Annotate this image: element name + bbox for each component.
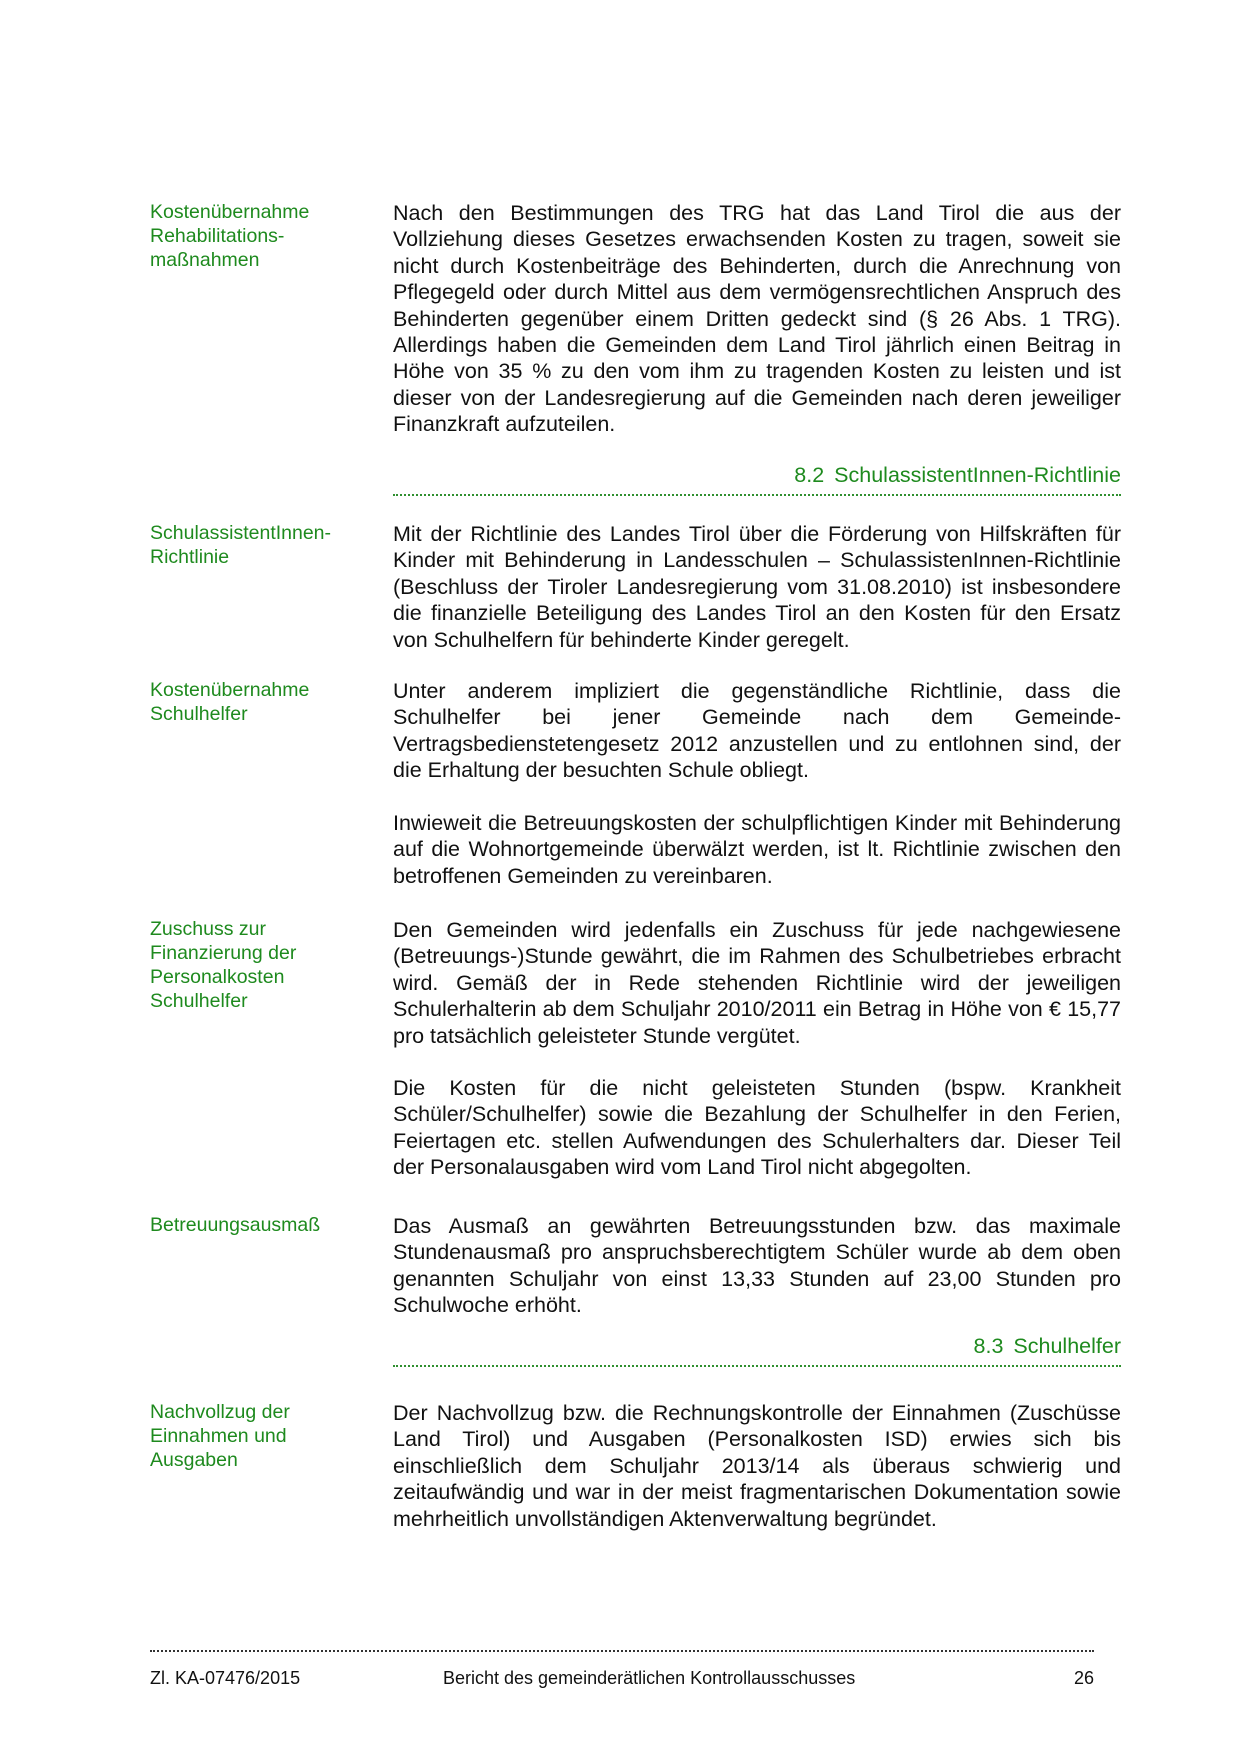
margin-note-betreuungsausmass: Betreuungsausmaß bbox=[150, 1214, 321, 1236]
margin-note-nachvollzug: Nachvollzug der Einnahmen und Ausgaben bbox=[150, 1401, 290, 1471]
paragraph-anstellung-schulhelfer: Unter anderem impliziert die gegenständliche Richtlinie, dass die Schulhelfer bei jener Gemeinde nach dem Gemeinde-Vertragsbedienstetengesetz 2012 anzustellen und zu entlohnen sind, der die Erhaltung der besuchten Schule obliegt. bbox=[393, 679, 1121, 783]
section-heading-8-2 bbox=[393, 462, 1121, 488]
section-number: 8.3 bbox=[973, 1334, 1004, 1358]
section-heading-8-3 bbox=[393, 1333, 1121, 1359]
paragraph-richtlinie: Mit der Richtlinie des Landes Tirol über die Förderung von Hilfskräften für Kinder mit Behinderung in Landesschulen – SchulassistenInnen-Richtlinie (Beschluss der Tiroler Landesregierung vom 31.08.2010) ist insbesondere die finanzielle Beteiligung des Landes Tirol an den Kosten für den Ersatz von Schulhelfern für behinderte Kinder geregelt. bbox=[393, 522, 1121, 652]
footer-page-number: 26 bbox=[1073, 1668, 1094, 1688]
paragraph-zuschuss: Den Gemeinden wird jedenfalls ein Zuschuss für jede nachgewiesene (Betreuungs-)Stunde gewährt, die im Rahmen des Schulbetriebes erbracht wird. Gemäß der in Rede stehenden Richtlinie wird der jeweiligen Schulerhalterin ab dem Schuljahr 2010/2011 ein Betrag in Höhe von € 15,77 pro tatsächlich geleisteter Stunde vergütet. bbox=[393, 918, 1121, 1048]
section-title: Schulhelfer bbox=[1013, 1334, 1121, 1358]
margin-note-schulassistentinnen-richtlinie: SchulassistentInnen-Richtlinie bbox=[150, 522, 332, 568]
footer-report-title: Bericht des gemeinderätlichen Kontrollausschusses bbox=[443, 1668, 856, 1688]
paragraph-betreuungsausmass: Das Ausmaß an gewährten Betreuungsstunden bzw. das maximale Stundenausmaß pro anspruchsberechtigtem Schüler wurde ab dem oben genannten Schuljahr von einst 13,33 Stunden auf 23,00 Stunden pro Schulwoche erhöht. bbox=[393, 1214, 1121, 1318]
paragraph-betreuungskosten: Inwieweit die Betreuungskosten der schulpflichtigen Kinder mit Behinderung auf die Wohnortgemeinde überwälzt werden, ist lt. Richtlinie zwischen den betroffenen Gemeinden zu vereinbaren. bbox=[393, 811, 1121, 888]
margin-note-zuschuss-personalkosten: Zuschuss zur Finanzierung der Personalkosten Schulhelfer bbox=[150, 918, 297, 1012]
margin-note-kostenuebernahme-schulhelfer: Kostenübernahme Schulhelfer bbox=[150, 679, 310, 725]
margin-note-kostenuebernahme-rehabilitation: Kostenübernahme Rehabilitations-maßnahmen bbox=[150, 201, 310, 271]
footer-divider bbox=[150, 1650, 1094, 1652]
section-divider bbox=[393, 1365, 1121, 1367]
section-title: SchulassistentInnen-Richtlinie bbox=[834, 463, 1121, 487]
section-number: 8.2 bbox=[794, 463, 825, 487]
footer-reference: Zl. KA-07476/2015 bbox=[150, 1668, 301, 1688]
paragraph-nachvollzug: Der Nachvollzug bzw. die Rechnungskontrolle der Einnahmen (Zuschüsse Land Tirol) und Ausgaben (Personalkosten ISD) erwies sich bis einschließlich dem Schuljahr 2013/14 als überaus schwierig und zeitaufwändig und war in der meist fragmentarischen Dokumentation sowie mehrheitlich unvollständigen Aktenverwaltung begründet. bbox=[393, 1401, 1121, 1531]
paragraph-rehabilitation-costs: Nach den Bestimmungen des TRG hat das Land Tirol die aus der Vollziehung dieses Gesetzes erwachsenden Kosten zu tragen, soweit sie nicht durch Kostenbeiträge des Behinderten, durch die Anrechnung von Pflegegeld oder durch Mittel aus dem vermögensrechtlichen Anspruch des Behinderten gegenüber einem Dritten gedeckt sind (§ 26 Abs. 1 TRG). Allerdings haben die Gemeinden dem Land Tirol jährlich einen Beitrag in Höhe von 35 % zu den vom ihm zu tragenden Kosten zu leisten und ist dieser von der Landesregierung auf die Gemeinden nach deren jeweiliger Finanzkraft aufzuteilen. bbox=[393, 201, 1121, 437]
section-divider bbox=[393, 494, 1121, 496]
paragraph-nicht-geleistete-stunden: Die Kosten für die nicht geleisteten Stunden (bspw. Krankheit Schüler/Schulhelfer) sowie die Bezahlung der Schulhelfer in den Ferien, Feiertagen etc. stellen Aufwendungen des Schulerhalters dar. Dieser Teil der Personalausgaben wird vom Land Tirol nicht abgegolten. bbox=[393, 1076, 1121, 1180]
